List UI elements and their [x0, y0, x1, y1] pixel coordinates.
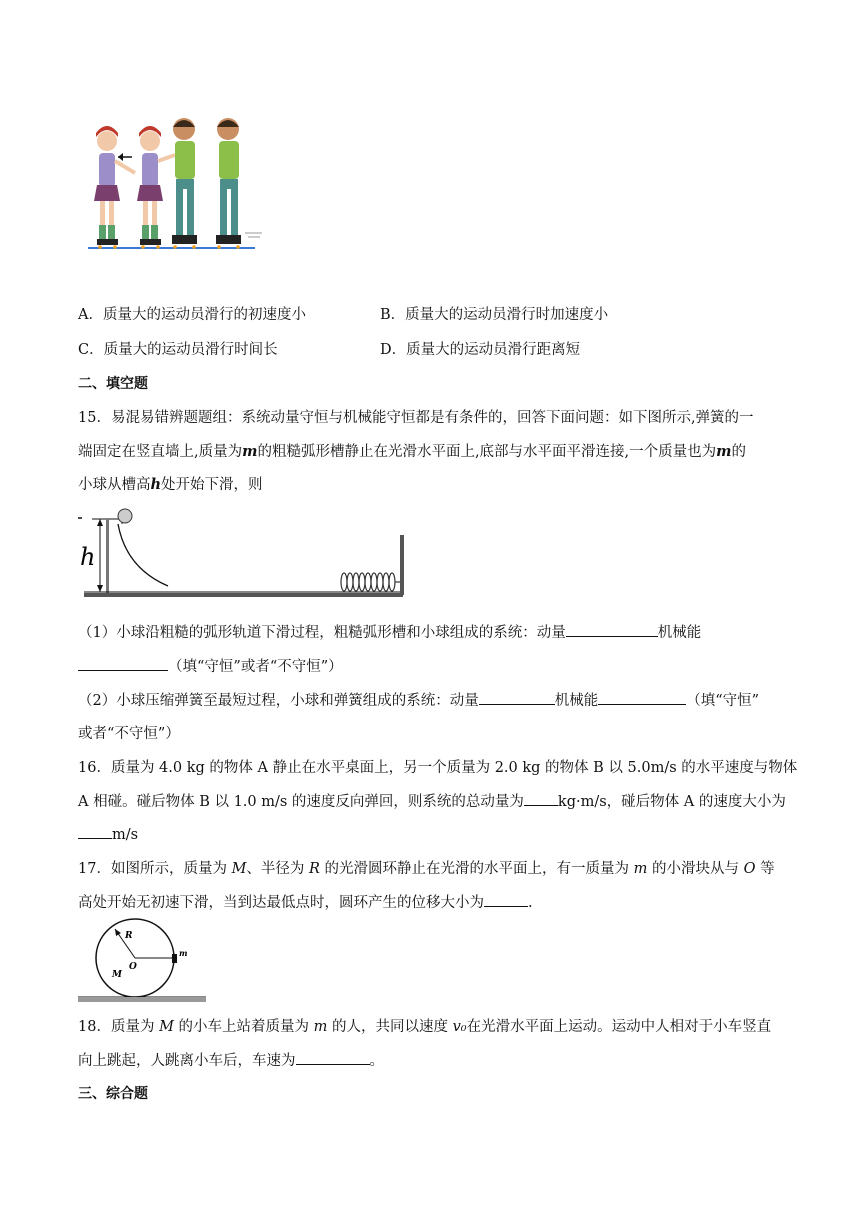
var-m: m: [716, 443, 732, 460]
q16-line3: m/s: [78, 824, 138, 843]
skaters-figure: [80, 115, 270, 255]
q15-part1-line2: （填“守恒”或者“不守恒”）: [78, 655, 343, 676]
section-heading-fill-in: 二、填空题: [78, 376, 148, 392]
skater-boy-1: [172, 118, 197, 249]
option-d: D．质量大的运动员滑行距离短: [380, 342, 581, 358]
skater-girl-2: [137, 126, 175, 249]
ring-figure: [78, 916, 208, 1004]
answer-blank[interactable]: [484, 892, 528, 907]
option-a: A．质量大的运动员滑行的初速度小: [78, 307, 306, 323]
q18-line2: 向上跳起，人跳离小车后，车速为 。: [78, 1049, 384, 1070]
slope-spring-figure: [78, 508, 408, 603]
answer-blank[interactable]: [524, 791, 558, 806]
section-heading-comprehensive: 三、综合题: [78, 1086, 148, 1102]
q15-line1: 15．易混易错辨题题组：系统动量守恒与机械能守恒都是有条件的，回答下面问题：如下图所示,弹簧的一: [78, 410, 754, 426]
q16-line1: 16．质量为 4.0 kg 的物体 A 静止在水平桌面上，另一个质量为 2.0 kg 的物体 B 以 5.0m/s 的水平速度与物体: [78, 760, 798, 776]
q17-line1: 17．如图所示，质量为 M、半径为 R 的光滑圆环静止在光滑的水平面上，有一质量为 m 的小滑块从与 O 等: [78, 861, 775, 877]
fig-label-O: O: [129, 962, 137, 972]
q15-part2-line1: （2）小球压缩弹簧至最短过程，小球和弹簧组成的系统：动量 机械能 （填“守恒”: [78, 689, 759, 710]
skater-boy-2: [216, 118, 262, 249]
q15-line3: 小球从槽高h处开始下滑，则: [78, 476, 263, 493]
q18-line1: 18．质量为 M 的小车上站着质量为 m 的人，共同以速度 v₀在光滑水平面上运动。运动中人相对于小车竖直: [78, 1019, 772, 1035]
option-c: C．质量大的运动员滑行时间长: [78, 342, 278, 358]
q17-line2: 高处开始无初速下滑，当到达最低点时，圆环产生的位移大小为 .: [78, 891, 533, 912]
answer-blank[interactable]: [598, 690, 686, 705]
answer-blank[interactable]: [479, 690, 555, 705]
q15-part2-line2: 或者“不守恒”）: [78, 726, 180, 742]
fig-label-R: R: [125, 931, 133, 941]
skater-girl-1: [94, 126, 135, 249]
q15-part1-line1: （1）小球沿粗糙的弧形轨道下滑过程，粗糙弧形槽和小球组成的系统：动量 机械能: [78, 621, 701, 642]
answer-blank[interactable]: [566, 622, 658, 637]
var-h: h: [150, 476, 162, 493]
answer-blank[interactable]: [78, 824, 112, 839]
answer-blank[interactable]: [78, 656, 168, 671]
option-b: B．质量大的运动员滑行时加速度小: [380, 307, 609, 323]
q16-line2: A 相碰。碰后物体 B 以 1.0 m/s 的速度反向弹回，则系统的总动量为 kg·m/s，碰后物体 A 的速度大小为: [78, 790, 786, 811]
answer-blank[interactable]: [296, 1050, 370, 1065]
fig-label-h: h: [80, 543, 96, 571]
var-m: m: [242, 443, 258, 460]
spring: [341, 573, 400, 591]
q15-line2: 端固定在竖直墙上,质量为m的粗糙弧形槽静止在光滑水平面上,底部与水平面平滑连接,一个质量也为m的: [78, 443, 747, 460]
fig-label-M: M: [112, 970, 122, 980]
fig-label-m: m: [179, 948, 188, 958]
